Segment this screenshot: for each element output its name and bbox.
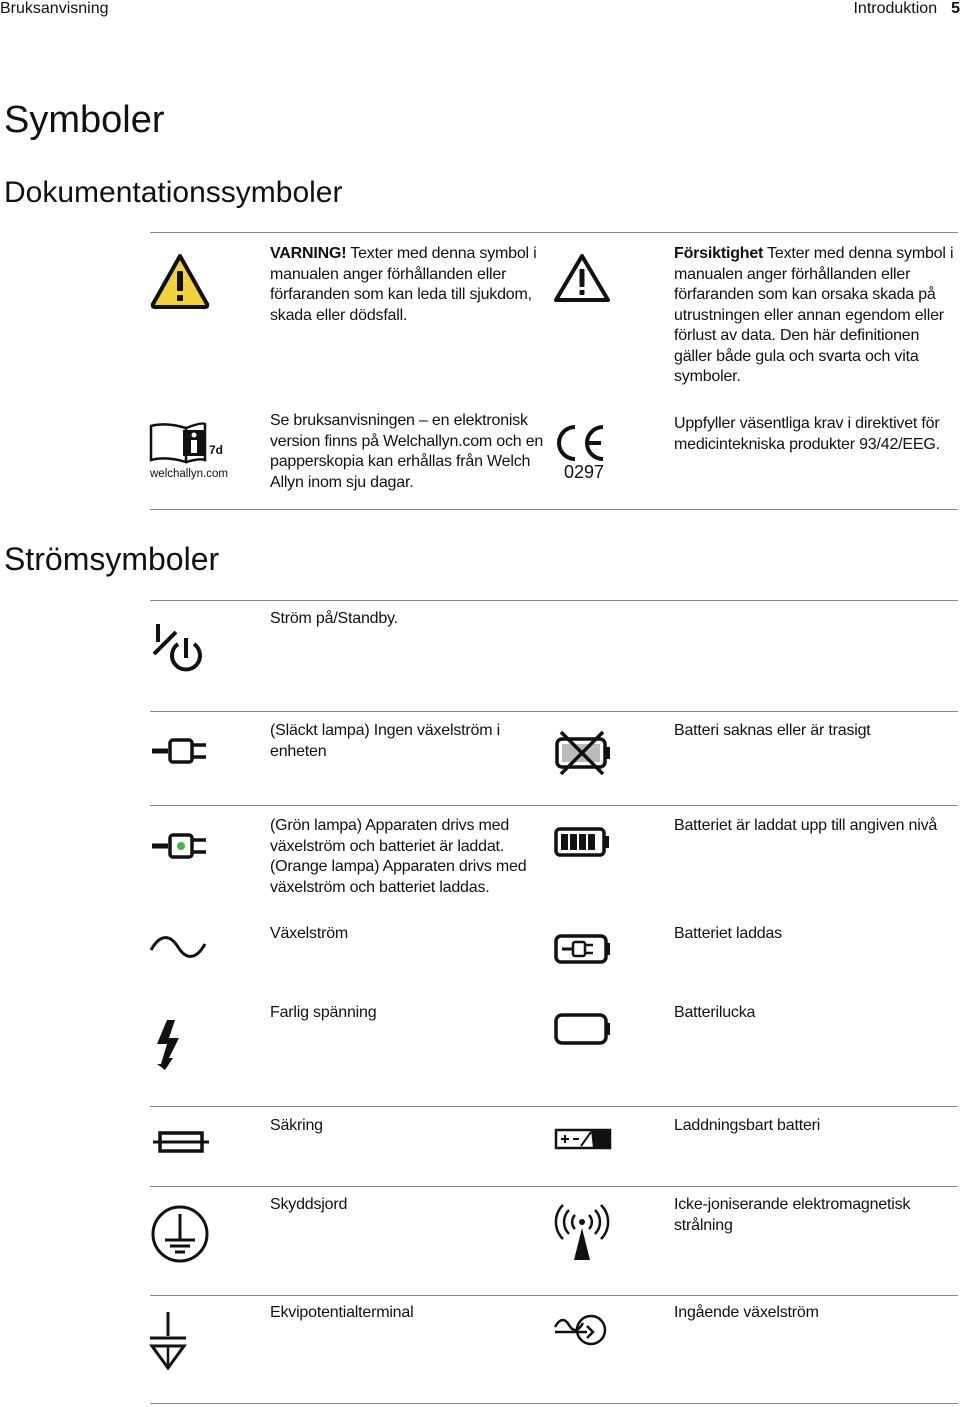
ac-sine-icon — [148, 936, 208, 958]
ac-plug-off-icon — [150, 736, 210, 766]
caution-label: Försiktighet — [674, 245, 764, 262]
battery-missing-text: Batteri saknas eller är trasigt — [674, 722, 871, 739]
fuse-icon — [150, 1129, 212, 1155]
section-name: Introduktion — [853, 0, 938, 17]
battery-charging-text: Batteriet laddas — [674, 925, 782, 942]
ac-input-icon — [553, 1313, 609, 1347]
warning-text: Texter med denna symbol i manualen anger förhållanden eller förfaranden som kan leda till sjukdom, skada eller dödsfall. — [270, 245, 537, 324]
manual-info-icon — [148, 420, 228, 482]
ac-plug-green-icon — [150, 831, 210, 861]
equipotential-text: Ekvipotentialterminal — [270, 1304, 414, 1321]
battery-charged-icon — [553, 826, 613, 858]
power-symbols-heading: Strömsymboler — [4, 541, 220, 577]
page-title: Symboler — [4, 99, 165, 141]
protective-earth-text: Skyddsjord — [270, 1196, 348, 1213]
ce-mark-icon — [553, 422, 613, 484]
battery-charged-text: Batteriet är laddat upp till angiven nivå — [674, 817, 938, 834]
running-header-right — [853, 0, 960, 18]
battery-door-icon — [553, 1012, 613, 1046]
divider — [150, 1403, 958, 1404]
ac-green-text: (Grön lampa) Apparaten drivs med växelström och batteriet är laddat. (Orange lampa) Apparaten drivs med växelström och batteriet laddas. — [270, 817, 527, 896]
lightning-bolt-icon — [153, 1018, 183, 1072]
power-standby-text: Ström på/Standby. — [270, 610, 398, 627]
page-number: 5 — [951, 0, 960, 17]
running-header-left: Bruksanvisning — [0, 0, 109, 17]
caution-description — [674, 244, 954, 388]
rechargeable-battery-text: Laddningsbart batteri — [674, 1117, 821, 1134]
warning-yellow-icon — [150, 253, 210, 309]
divider — [150, 1186, 958, 1187]
divider — [150, 509, 958, 510]
manual-icon-site: welchallyn.com — [150, 468, 228, 480]
ac-text: Växelström — [270, 925, 349, 942]
warning-label: VARNING! — [270, 245, 347, 262]
warning-description — [270, 244, 542, 326]
divider — [150, 711, 958, 712]
ce-notified-body: 0297 — [564, 462, 605, 482]
doc-symbols-heading: Dokumentationssymboler — [4, 176, 343, 209]
divider — [150, 1295, 958, 1296]
divider — [150, 1106, 958, 1107]
rechargeable-battery-icon — [553, 1126, 615, 1152]
battery-charging-icon — [553, 933, 613, 965]
protective-earth-icon — [150, 1204, 210, 1264]
non-ionizing-text: Icke-joniserande elektromagnetisk strålning — [674, 1196, 911, 1234]
caution-text: Texter med denna symbol i manualen anger förhållanden eller förfaranden som kan orsaka skada på utrustningen eller annan egendom eller förlust av data. Den här definitionen gäller både gula och svarta och vita symboler. — [674, 245, 954, 385]
caution-bw-icon — [553, 253, 611, 303]
fuse-text: Säkring — [270, 1117, 323, 1134]
ac-off-text: (Släckt lampa) Ingen växelström i enheten — [270, 722, 500, 760]
dangerous-voltage-text: Farlig spänning — [270, 1004, 377, 1021]
manual-description: Se bruksanvisningen – en elektronisk version finns på Welchallyn.com och en papperskopia kan erhållas från Welch Allyn inom sju dagar. — [270, 412, 544, 491]
power-standby-icon — [150, 620, 206, 680]
battery-missing-icon — [553, 730, 615, 776]
divider — [150, 232, 958, 233]
divider — [150, 600, 958, 601]
ac-input-text: Ingående växelström — [674, 1304, 819, 1321]
manual-icon-days: 7d — [209, 443, 224, 457]
battery-door-text: Batterilucka — [674, 1004, 756, 1021]
non-ionizing-radiation-icon — [553, 1202, 611, 1262]
ce-description: Uppfyller väsentliga krav i direktivet för medicintekniska produkter 93/42/EEG. — [674, 415, 940, 453]
equipotential-icon — [148, 1310, 188, 1372]
divider — [150, 805, 958, 806]
